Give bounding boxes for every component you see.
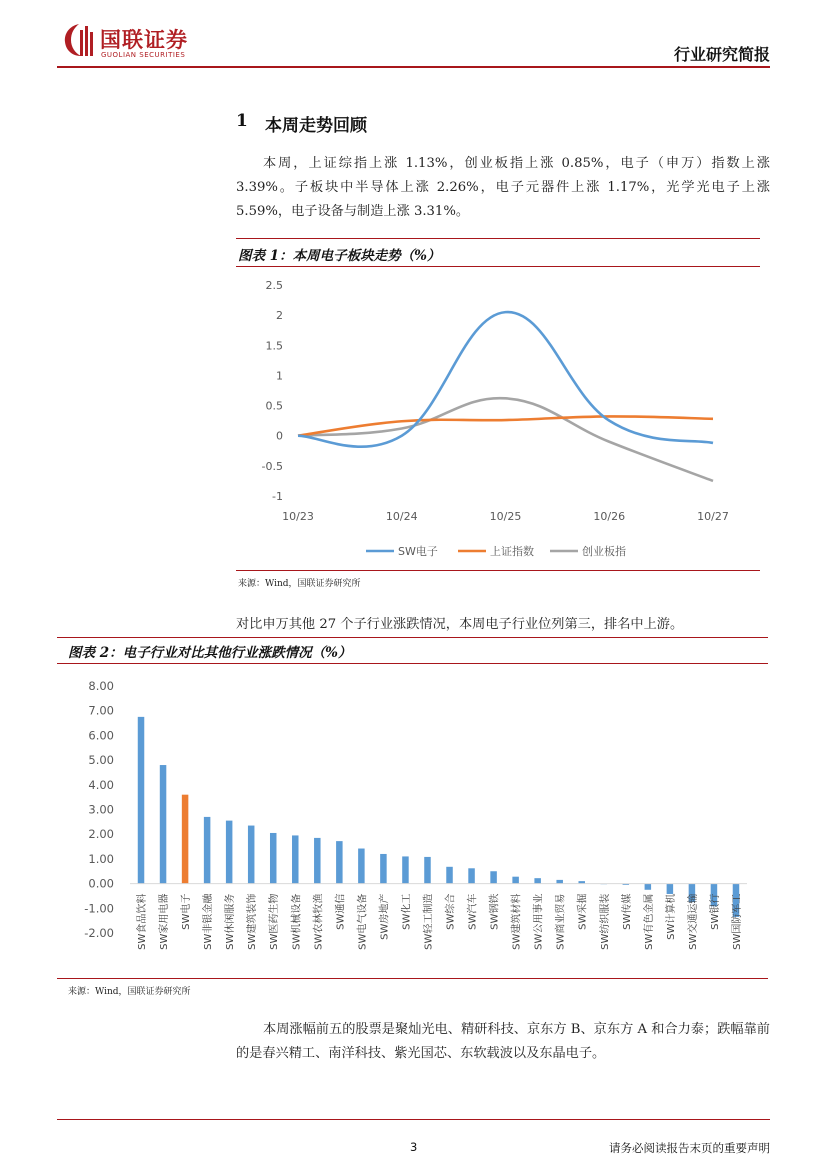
x-tick-label: 10/23 [282,510,314,523]
category-label: SW医药生物 [269,893,281,950]
category-label: SW有色金属 [643,893,655,950]
y-tick-label: 8.00 [88,679,114,693]
y-tick-label: 2.00 [88,827,114,842]
bar [512,877,519,884]
bar [446,867,453,884]
guolian-logo-icon [62,22,96,58]
y-tick-label: 1.5 [265,339,283,353]
bar [468,868,475,883]
bar [534,878,541,883]
bar [160,765,167,884]
category-label: SW化工 [401,893,413,930]
category-label: SW建筑材料 [511,893,523,950]
category-label: SW商业贸易 [555,893,567,950]
paragraph-industry-ranking: 对比申万其他 27 个子行业涨跌情况，本周电子行业位列第三，排名中上游。 [236,617,684,632]
category-label: SW电子 [181,893,193,930]
x-tick-label: 10/25 [489,510,522,523]
bar [182,795,189,884]
category-label: SW电气设备 [357,893,369,950]
line-chart-electronics-trend [236,270,760,570]
bar [138,717,145,884]
figure1-caption: 图表 1：本周电子板块走势（%） [238,248,441,264]
bar [226,821,233,884]
logo-subtitle: GUOLIAN SECURITIES [101,51,186,59]
paragraph-top-stocks: 本周涨幅前五的股票是聚灿光电、精研科技、京东方 B、京东方 A 和合力泰；跌幅靠前的是春兴精工、南洋科技、紫光国芯、东软载波以及东晶电子。 [236,1022,770,1061]
legend-label: SW电子 [398,545,438,558]
category-label: SW计算机 [665,893,677,940]
bar [645,884,652,890]
figure2-top-rule [57,637,768,638]
y-tick-label: 4.00 [88,777,114,792]
section-number: 1 [236,111,248,131]
y-tick-label: 7.00 [88,703,114,718]
footer-disclaimer: 请务必阅读报告末页的重要声明 [609,1141,770,1155]
category-label: SW综合 [445,893,457,930]
figure2-caption: 图表 2：电子行业对比其他行业涨跌情况（%） [68,645,352,661]
bar [424,857,431,884]
category-label: SW钢铁 [489,893,501,930]
page-number: 3 [410,1140,418,1154]
bar [248,826,255,884]
x-tick-label: 10/24 [385,510,418,523]
category-label: SW交通运输 [687,893,699,950]
category-label: SW非银金融 [203,893,215,950]
category-label: SW机械设备 [291,893,303,950]
bar [292,835,299,883]
figure2-bottom-rule [57,978,768,979]
category-label: SW传媒 [621,893,633,930]
bar [358,849,365,884]
y-tick-label: 2 [276,309,283,323]
bar [204,817,211,884]
y-tick-label: -1.00 [84,901,114,916]
bar-chart-industry-comparison [57,666,768,978]
figure2-source: 来源：Wind，国联证券研究所 [68,987,191,997]
category-label: SW房地产 [379,893,391,940]
category-label: SW通信 [335,893,347,930]
figure1-source: 来源：Wind，国联证券研究所 [238,579,361,589]
category-label: SW汽车 [467,893,479,930]
y-tick-label: -1 [272,490,283,503]
footer-divider [57,1119,770,1120]
figure1-bottom-rule [236,570,760,571]
bar [270,833,277,884]
category-label: SW休闲服务 [225,893,237,950]
y-tick-label: 3.00 [88,802,114,817]
bar [402,856,409,883]
bar [336,841,343,883]
legend-label: 上证指数 [490,545,534,558]
y-tick-label: 0 [276,429,283,443]
y-tick-label: 1 [276,369,283,383]
y-tick-label: 0.5 [265,399,283,413]
y-tick-label: -0.5 [261,459,283,473]
bar [314,838,321,884]
category-label: SW银行 [709,893,721,930]
report-type: 行业研究简报 [673,45,770,64]
y-tick-label: 5.00 [88,753,114,768]
y-tick-label: 2.5 [265,279,283,292]
logo-name: 国联证券 [100,28,188,52]
category-label: SW国防军工 [731,893,743,950]
header-divider [57,66,770,68]
category-label: SW公用事业 [533,893,545,950]
section-title: 本周走势回顾 [265,116,367,136]
category-label: SW轻工制造 [423,893,435,950]
legend-label: 创业板指 [582,545,626,558]
figure1-top-rule [236,238,760,239]
bar [667,884,674,894]
category-label: SW食品饮料 [137,893,149,950]
y-tick-label: 1.00 [88,851,114,866]
bar [490,871,497,883]
y-tick-label: 6.00 [88,728,114,743]
bar [380,854,387,884]
category-label: SW采掘 [577,893,589,930]
y-tick-label: -2.00 [84,926,114,940]
category-label: SW纺织服装 [599,893,611,950]
bar [556,880,563,884]
category-label: SW农林牧渔 [313,893,325,950]
category-label: SW家用电器 [159,893,171,950]
figure2-caption-rule [57,663,768,664]
y-tick-label: 0.00 [88,876,114,891]
category-label: SW建筑装饰 [247,893,259,950]
x-tick-label: 10/26 [593,510,626,523]
paragraph-weekly-summary: 本周，上证综指上涨 1.13%，创业板指上涨 0.85%，电子（申万）指数上涨 3.39%。子板块中半导体上涨 2.26%，电子元器件上涨 1.17%，光学光电子上涨 5.59%，电子设备与制造上涨 3.31%。 [236,156,770,219]
series-line [298,398,713,481]
header [0,0,827,70]
figure1-caption-rule [236,266,760,267]
x-tick-label: 10/27 [697,510,729,523]
